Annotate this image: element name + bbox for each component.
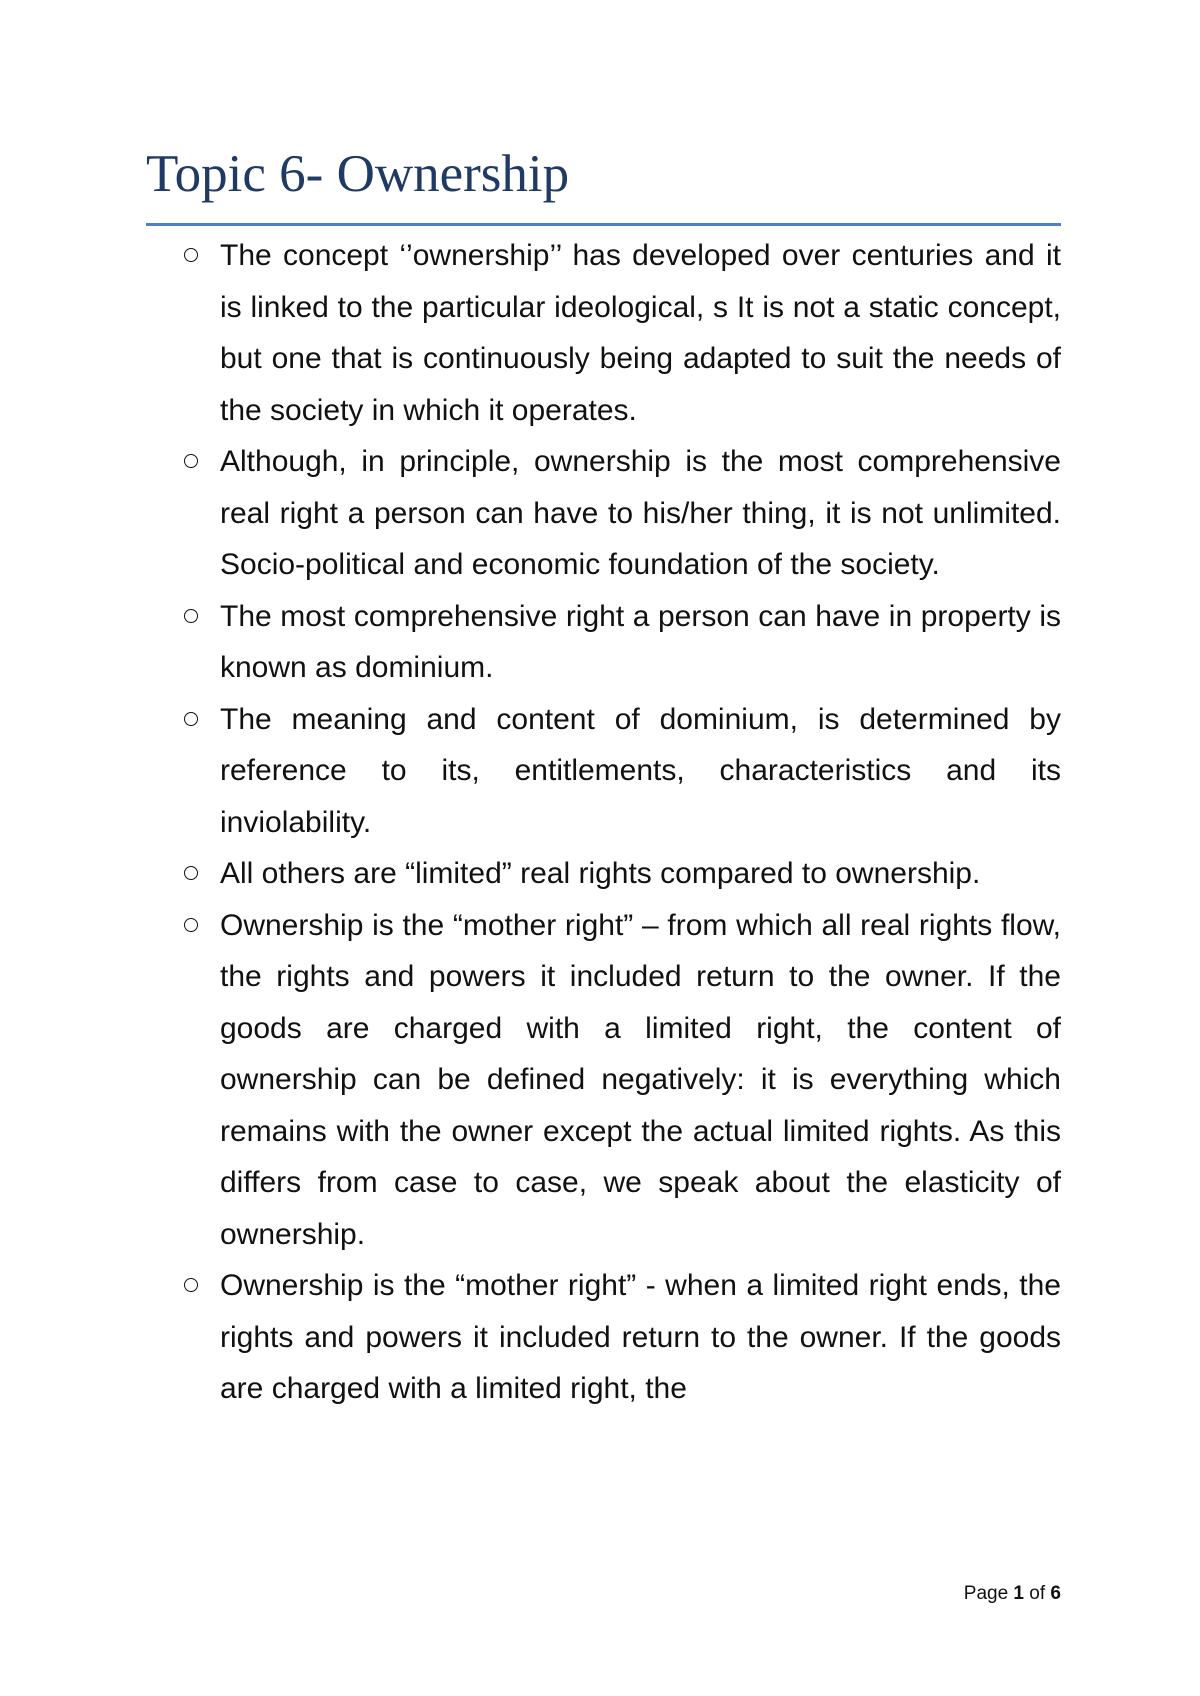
list-item-text: Although, in principle, ownership is the most comprehensive real right a person can have to his/her thing, it is not unlimited. Socio-political and economic foundation of the society. (220, 445, 1061, 581)
list-item-text: The meaning and content of dominium, is determined by reference to its, entitlements, characteristics and its inviolability. (220, 702, 1061, 839)
footer-page-word: Page (963, 1583, 1009, 1604)
footer-current-page: 1 (1013, 1583, 1024, 1604)
bullet-list (184, 230, 1061, 1415)
list-item (184, 1260, 1061, 1415)
footer-total-pages: 6 (1050, 1583, 1061, 1604)
page-number-footer (964, 1583, 1061, 1605)
list-item-text: The most comprehensive right a person can have in property is known as dominium. (220, 599, 1061, 684)
list-item-text: All others are “limited” real rights compared to ownership. (220, 857, 981, 890)
title-underline (146, 223, 1061, 226)
hollow-circle-bullet-icon (184, 1278, 198, 1292)
hollow-circle-bullet-icon (184, 609, 198, 623)
list-item (184, 694, 1061, 849)
list-item (184, 900, 1061, 1261)
list-item-text: The concept ‘’ownership’’ has developed over centuries and it is linked to the particular ideological, s It is not a static concept, but one that is continuously being adapted to suit the needs of the society in which it operates. (220, 239, 1061, 427)
hollow-circle-bullet-icon (184, 454, 198, 468)
footer-of-word: of (1029, 1583, 1046, 1604)
hollow-circle-bullet-icon (184, 248, 198, 262)
list-item (184, 848, 1061, 900)
hollow-circle-bullet-icon (184, 866, 198, 880)
list-item (184, 230, 1061, 436)
hollow-circle-bullet-icon (184, 712, 198, 726)
hollow-circle-bullet-icon (184, 918, 198, 932)
list-item-text: Ownership is the “mother right” - when a limited right ends, the rights and powers it included return to the owner. If the goods are charged with a limited right, the (220, 1269, 1061, 1405)
list-item-text: Ownership is the “mother right” – from which all real rights flow, the rights and powers it included return to the owner. If the goods are charged with a limited right, the content of ownership can be defined negatively: it is everything which remains with the owner except the actual limited rights. As this differs from case to case, we speak about the elasticity of ownership. (220, 908, 1061, 1251)
page-title: Topic 6- Ownership (146, 145, 570, 203)
list-item (184, 591, 1061, 694)
list-item (184, 436, 1061, 591)
